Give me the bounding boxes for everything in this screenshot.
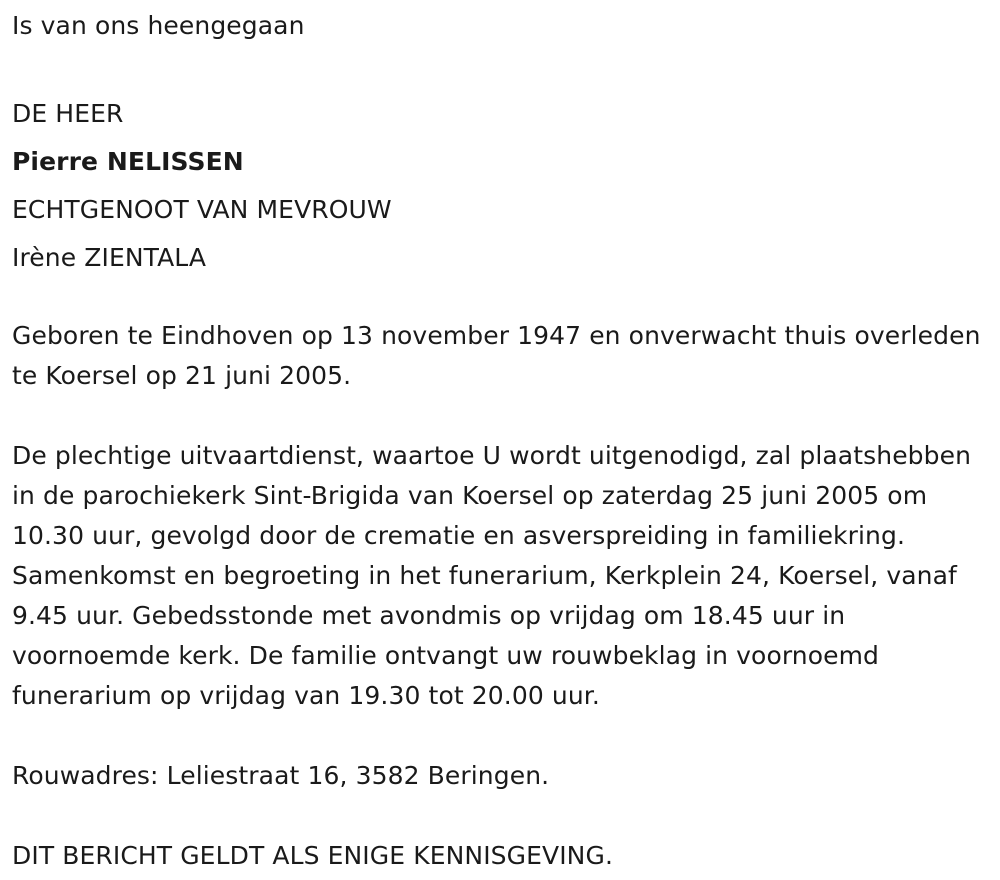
spacer [12,54,992,94]
spacer [12,796,992,832]
death-notice [12,6,992,876]
closing-line: DIT BERICHT GELDT ALS ENIGE KENNISGEVING. [12,841,613,870]
address-line: Rouwadres: Leliestraat 16, 3582 Beringen. [12,761,550,790]
spacer [12,396,992,432]
spacer [12,716,992,752]
birth-death-paragraph: Geboren te Eindhoven op 13 november 1947 en onverwacht thuis overleden te Koersel op 21 juni 2005. [12,321,981,390]
service-paragraph: De plechtige uitvaartdienst, waartoe U wordt uitgenodigd, zal plaatshebben in de parochiekerk Sint-Brigida van Koersel op zaterdag 25 juni 2005 om 10.30 uur, gevolgd door de crematie en asverspreiding in familiekring. Samenkomst en begroeting in het funerarium, Kerkplein 24, Koersel, vanaf 9.45 uur. Gebedsstonde met avondmis op vrijdag om 18.45 uur in voornoemde kerk. De familie ontvangt uw rouwbeklag in voornoemd funerarium op vrijdag van 19.30 tot 20.00 uur. [12,441,972,710]
spouse-label: ECHTGENOOT VAN MEVROUW [12,195,392,224]
spacer [12,286,992,312]
spouse-name: Irène ZIENTALA [12,243,207,272]
title-prefix: DE HEER [12,99,124,128]
deceased-name: Pierre NELISSEN [12,147,244,176]
intro-text: Is van ons heengegaan [12,11,305,40]
